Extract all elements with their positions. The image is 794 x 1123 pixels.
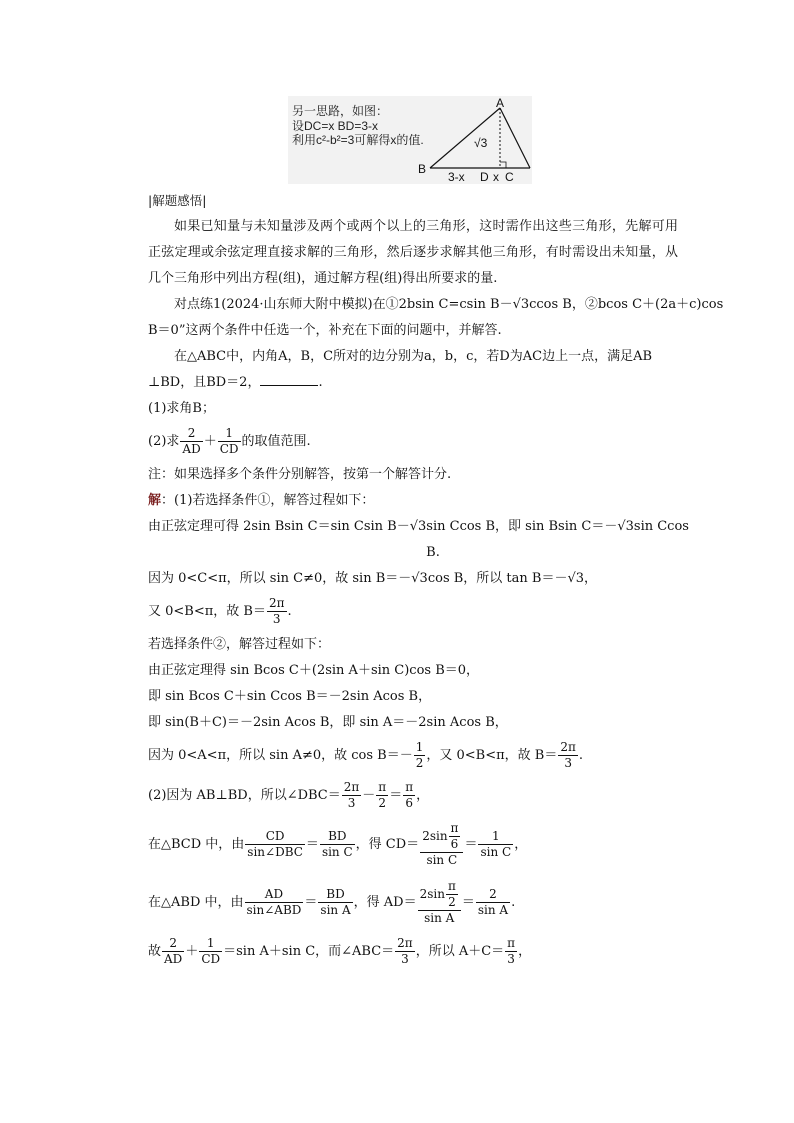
fraction: $\frac{BD}{\text{sin A}}$ [320, 887, 351, 917]
fraction: $\frac{\pi}{3}$ [507, 936, 516, 966]
question-2: (2)求 $\frac{2}{AD}$ ＋ $\frac{1}{CD}$ 的取值范围. [148, 426, 311, 456]
fraction: $\frac{2\pi}{3}$ [268, 596, 285, 626]
fraction: $\frac{2}{AD}$ [164, 936, 183, 966]
problem-line-1: 在△ABC中，内角A，B，C所对的边分别为a，b，c，若D为AC边上一点，满足AB [174, 349, 653, 364]
fraction: $\frac{1}{2}$ [415, 740, 424, 770]
solution-line-12: 在△BCD 中，由 $\frac{CD}{\text{sin∠DBC}}$ ＝ $\frac{BD}{\text{sin C}}$ ，得 CD＝ 2sin $\frac{\pi}{6}$ sin C ＝ $\frac{1}{\text{sin C}}$ ， [148, 821, 528, 867]
fraction: $\frac{1}{CD}$ [201, 936, 221, 966]
solution-line-14: 故 $\frac{2}{AD}$ ＋ $\frac{1}{CD}$ ＝sin A＋sin C，而∠ABC＝ $\frac{2\pi}{3}$ ，所以 A＋C＝ $\frac{\pi}{3}$ ， [148, 936, 532, 966]
triangle-figure [288, 96, 532, 184]
exercise-intro-2: B＝0”这两个条件中任选一个，补充在下面的问题中，并解答. [148, 323, 502, 338]
fraction: $\frac{2}{AD}$ [182, 426, 201, 456]
solution-line-2: 由正弦定理可得 2sin Bsin C＝sin Csin B－√3sin Ccos B，即 sin Bsin C＝－√3sin Ccos [148, 519, 689, 534]
fraction: $\frac{\pi}{2}$ [378, 780, 387, 810]
solution-line-8: 即 sin Bcos C＋sin Ccos B＝－2sin Acos B， [148, 689, 432, 704]
exercise-intro: 对点练1(2024·山东师大附中模拟)在①2bsin C=csin B－√3ccos B，②bcos C＋(2a＋c)cos [174, 297, 724, 312]
fraction: $\frac{2\pi}{3}$ [397, 936, 413, 966]
figure-note: 另一思路，如图： 设DC=x BD=3-x 利用c²-b²=3可解得x的值. [292, 104, 424, 147]
label-d: D [480, 170, 489, 184]
fraction: $\frac{2\pi}{3}$ [343, 780, 360, 810]
fraction: $\frac{CD}{\text{sin∠DBC}}$ [247, 829, 303, 859]
label-c: C [505, 170, 514, 184]
document-body [148, 188, 724, 972]
solution-line-10: 因为 0<A<π，所以 sin A≠0，故 cos B＝－ $\frac{1}{2}$ ，又 0<B<π，故 B＝ $\frac{2\pi}{3}$ . [148, 740, 584, 770]
solution-line-1: 解：(1)若选择条件①，解答过程如下： [148, 493, 375, 508]
solution-line-5: 又 0<B<π，故 B＝ $\frac{2\pi}{3}$ . [148, 596, 292, 626]
label-sqrt3: √3 [474, 136, 488, 150]
solution-line-6: 若选择条件②，解答过程如下： [148, 637, 331, 652]
fraction: $\frac{1}{CD}$ [219, 426, 239, 456]
problem-line-2: ⊥BD，且BD＝2， . [148, 370, 678, 396]
solution-line-11: (2)因为 AB⊥BD，所以∠DBC＝ $\frac{2\pi}{3}$ － $\frac{\pi}{2}$ ＝ $\frac{\pi}{6}$ ， [148, 780, 430, 810]
insight-paragraph: 如果已知量与未知量涉及两个或两个以上的三角形，这时需作出这些三角形，先解可用正弦定理或余弦定理直接求解的三角形，然后逐步求解其他三角形，有时需设出未知量，从几个三角形中列出方程(组)，通过解方程(组)得出所要求的量. [148, 219, 678, 286]
fraction: $\frac{1}{\text{sin C}}$ [480, 829, 512, 859]
solution-line-9: 即 sin(B＋C)＝－2sin Acos B，即 sin A＝－2sin Acos B， [148, 715, 508, 730]
answer-blank [260, 371, 318, 386]
label-a: A [496, 96, 505, 110]
fraction: $\frac{AD}{\text{sin∠ABD}}$ [246, 887, 302, 917]
label-b: B [418, 162, 427, 176]
fraction: $\frac{\pi}{6}$ [405, 780, 414, 810]
scoring-note: 注：如果选择多个条件分别解答，按第一个解答计分. [148, 467, 452, 482]
solution-line-3: B. [426, 545, 440, 560]
fraction: $\frac{BD}{\text{sin C}}$ [321, 829, 353, 859]
insight-heading: |解题感悟| [148, 193, 207, 208]
solution-line-7: 由正弦定理得 sin Bcos C＋(2sin A＋sin C)cos B＝0， [148, 663, 480, 678]
fraction: $\frac{2\pi}{3}$ [560, 740, 576, 770]
solution-line-4: 因为 0<C<π，所以 sin C≠0，故 sin B＝－√3cos B，所以 tan B＝－√3， [148, 571, 598, 586]
label-x: x [493, 170, 499, 184]
fraction: 2sin $\frac{\pi}{6}$ sin C [420, 821, 463, 868]
solution-line-13: 在△ABD 中，由 $\frac{AD}{\text{sin∠ABD}}$ ＝ $\frac{BD}{\text{sin A}}$ ，得 AD＝ 2sin $\frac{\pi}{2}$ sin A ＝ $\frac{2}{\text{sin A}}$ . [148, 879, 516, 925]
question-1: (1)求角B； [148, 401, 215, 416]
fraction: 2sin $\frac{\pi}{2}$ sin A [418, 879, 461, 926]
fraction: $\frac{2}{\text{sin A}}$ [477, 887, 509, 917]
label-bd: 3-x [448, 170, 465, 184]
